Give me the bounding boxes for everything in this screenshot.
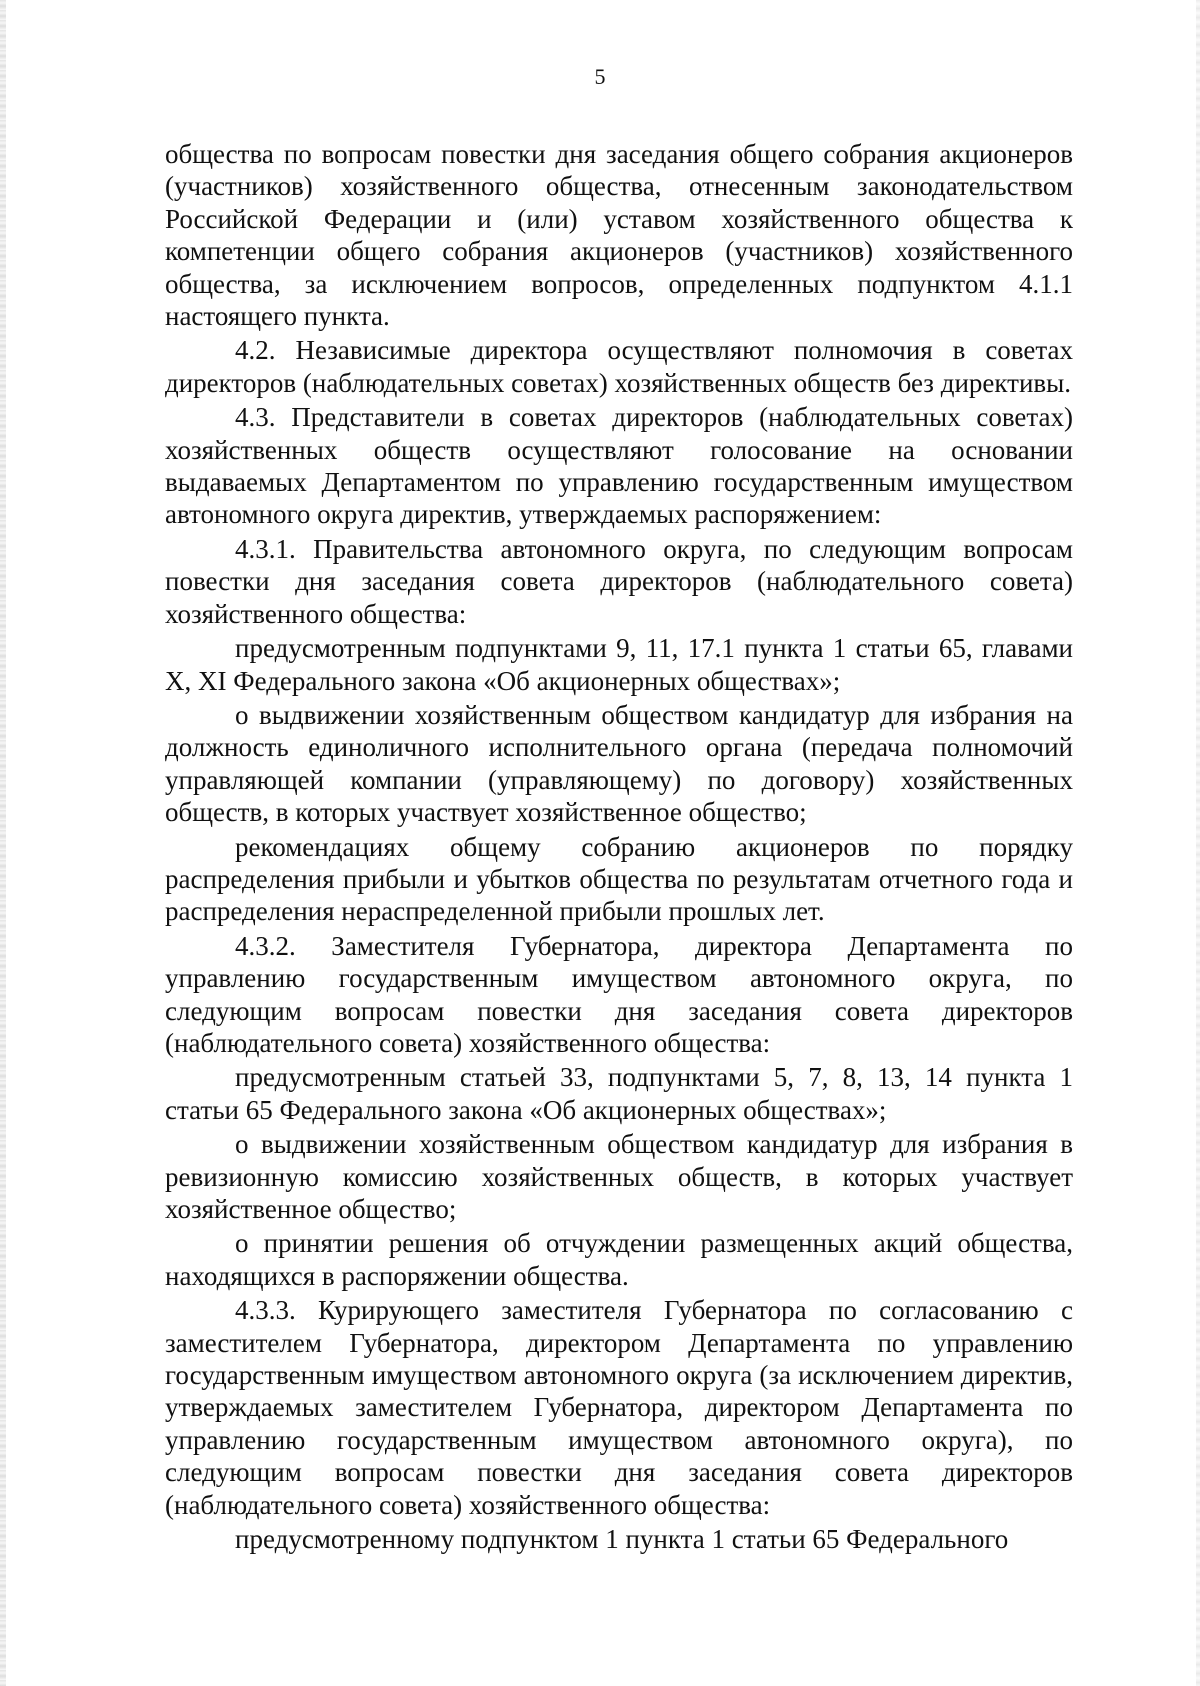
paragraph-item: о выдвижении хозяйственным обществом кандидатур для избрания на должность единоличного исполнительного органа (передача полномочий управляющей компании (управляющему) по договору) хозяйственных обществ, в которых участвует хозяйственное общество;: [165, 699, 1073, 828]
paragraph-4-3-1: 4.3.1. Правительства автономного округа, по следующим вопросам повестки дня заседания совета директоров (наблюдательного совета) хозяйственного общества:: [165, 533, 1073, 629]
paragraph-4-2: 4.2. Независимые директора осуществляют полномочия в советах директоров (наблюдательных советах) хозяйственных обществ без директивы.: [165, 335, 1073, 398]
paragraph-continuation: общества по вопросам повестки дня заседания общего собрания акционеров (участников) хозяйственного общества, отнесенным законодательством Российской Федерации и (или) уставом хозяйственного общества к компетенции общего собрания акционеров (участников) хозяйственного общества, за исключением вопросов, определенных подпунктом 4.1.1 настоящего пункта.: [165, 139, 1073, 332]
paragraph-item: предусмотренным подпунктами 9, 11, 17.1 пункта 1 статьи 65, главами X, XI Федерального закона «Об акционерных обществах»;: [165, 633, 1073, 696]
paragraph-item: о выдвижении хозяйственным обществом кандидатур для избрания в ревизионную комиссию хозяйственных обществ, в которых участвует хозяйственное общество;: [165, 1129, 1073, 1224]
paragraph-item: предусмотренному подпунктом 1 пункта 1 статьи 65 Федерального: [235, 1524, 1009, 1555]
page-number: 5: [594, 64, 606, 89]
paragraph-4-3: 4.3. Представители в советах директоров (наблюдательных советах) хозяйственных обществ осуществляют голосование на основании выдаваемых Департаментом по управлению государственным имуществом автономного округа директив, утверждаемых распоряжением:: [165, 402, 1073, 530]
scan-edge-right: [1196, 0, 1200, 1686]
paragraph-4-3-2: 4.3.2. Заместителя Губернатора, директора Департамента по управлению государственным имуществом автономного округа, по следующим вопросам повестки дня заседания совета директоров (наблюдательного совета) хозяйственного общества:: [165, 930, 1073, 1058]
document-body: [165, 138, 1073, 1557]
paragraph-4-3-3: 4.3.3. Курирующего заместителя Губернатора по согласованию с заместителем Губернатора, директором Департамента по управлению государственным имуществом автономного округа (за исключением директив, утверждаемых заместителем Губернатора, директором Департамента по управлению государственным имуществом автономного округа), по следующим вопросам повестки дня заседания совета директоров (наблюдательного совета) хозяйственного общества:: [165, 1295, 1073, 1520]
paragraph-item: о принятии решения об отчуждении размещенных акций общества, находящихся в распоряжении общества.: [165, 1228, 1073, 1291]
scan-edge-left: [0, 0, 6, 1686]
paragraph-item: предусмотренным статьей 33, подпунктами 5, 7, 8, 13, 14 пункта 1 статьи 65 Федерального закона «Об акционерных обществах»;: [165, 1062, 1073, 1125]
paragraph-item: рекомендациях общему собранию акционеров по порядку распределения прибыли и убытков общества по результатам отчетного года и распределения нераспределенной прибыли прошлых лет.: [165, 831, 1073, 927]
